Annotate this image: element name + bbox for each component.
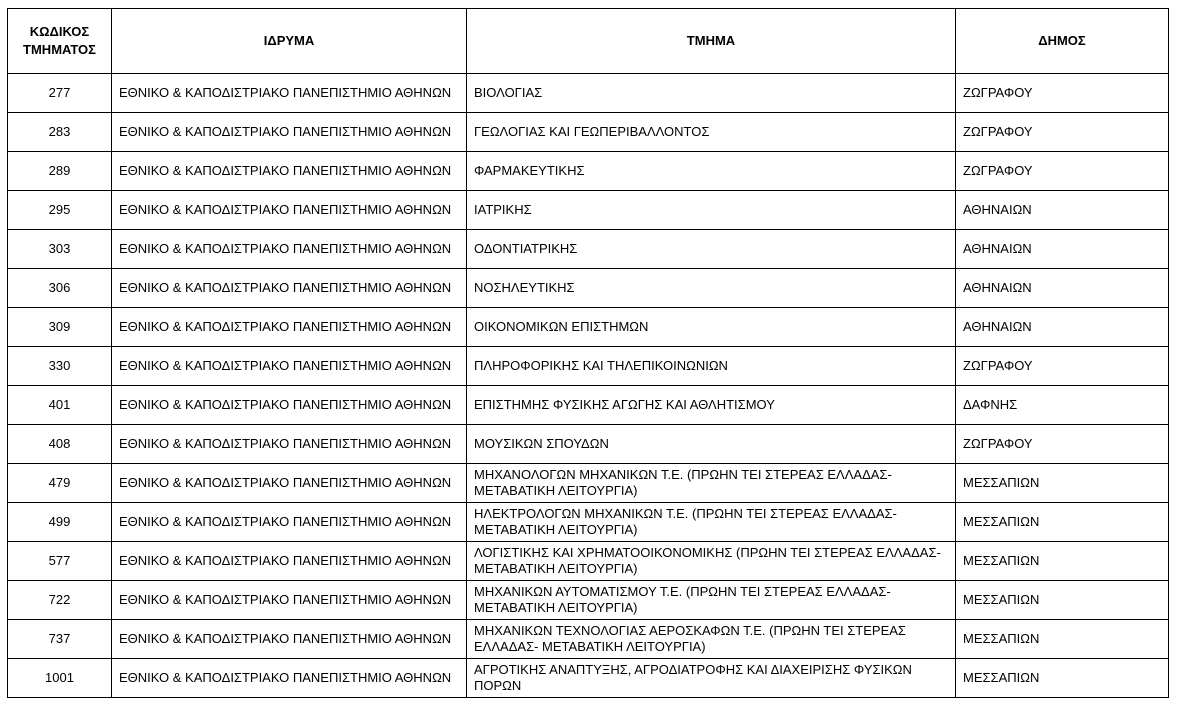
table-body bbox=[8, 74, 1169, 698]
row-municipality: ΜΕΣΣΑΠΙΩΝ bbox=[956, 503, 1169, 542]
row-code: 303 bbox=[8, 230, 112, 269]
row-code: 1001 bbox=[8, 659, 112, 698]
row-institution: ΕΘΝΙΚΟ & ΚΑΠΟΔΙΣΤΡΙΑΚΟ ΠΑΝΕΠΙΣΤΗΜΙΟ ΑΘΗΝΩΝ bbox=[112, 347, 467, 386]
header-code bbox=[8, 9, 112, 74]
row-municipality: ΔΑΦΝΗΣ bbox=[956, 386, 1169, 425]
row-municipality: ΖΩΓΡΑΦΟΥ bbox=[956, 347, 1169, 386]
header-institution: ΙΔΡΥΜΑ bbox=[112, 9, 467, 74]
row-institution: ΕΘΝΙΚΟ & ΚΑΠΟΔΙΣΤΡΙΑΚΟ ΠΑΝΕΠΙΣΤΗΜΙΟ ΑΘΗΝΩΝ bbox=[112, 152, 467, 191]
header-municipality: ΔΗΜΟΣ bbox=[956, 9, 1169, 74]
row-department: ΗΛΕΚΤΡΟΛΟΓΩΝ ΜΗΧΑΝΙΚΩΝ Τ.Ε. (ΠΡΩΗΝ ΤΕΙ ΣΤΕΡΕΑΣ ΕΛΛΑΔΑΣ- ΜΕΤΑΒΑΤΙΚΗ ΛΕΙΤΟΥΡΓΙΑ) bbox=[467, 503, 956, 542]
row-municipality: ΑΘΗΝΑΙΩΝ bbox=[956, 230, 1169, 269]
row-code: 295 bbox=[8, 191, 112, 230]
row-code: 401 bbox=[8, 386, 112, 425]
table-row bbox=[8, 464, 1169, 503]
row-municipality: ΜΕΣΣΑΠΙΩΝ bbox=[956, 620, 1169, 659]
row-institution: ΕΘΝΙΚΟ & ΚΑΠΟΔΙΣΤΡΙΑΚΟ ΠΑΝΕΠΙΣΤΗΜΙΟ ΑΘΗΝΩΝ bbox=[112, 542, 467, 581]
row-department: ΟΙΚΟΝΟΜΙΚΩΝ ΕΠΙΣΤΗΜΩΝ bbox=[467, 308, 956, 347]
row-municipality: ΖΩΓΡΑΦΟΥ bbox=[956, 74, 1169, 113]
row-department: ΑΓΡΟΤΙΚΗΣ ΑΝΑΠΤΥΞΗΣ, ΑΓΡΟΔΙΑΤΡΟΦΗΣ ΚΑΙ ΔΙΑΧΕΙΡΙΣΗΣ ΦΥΣΙΚΩΝ ΠΟΡΩΝ bbox=[467, 659, 956, 698]
row-municipality: ΑΘΗΝΑΙΩΝ bbox=[956, 269, 1169, 308]
row-municipality: ΜΕΣΣΑΠΙΩΝ bbox=[956, 581, 1169, 620]
row-department: ΦΑΡΜΑΚΕΥΤΙΚΗΣ bbox=[467, 152, 956, 191]
row-municipality: ΖΩΓΡΑΦΟΥ bbox=[956, 425, 1169, 464]
row-code: 309 bbox=[8, 308, 112, 347]
table-row bbox=[8, 542, 1169, 581]
row-code: 408 bbox=[8, 425, 112, 464]
table-row bbox=[8, 659, 1169, 698]
row-municipality: ΜΕΣΣΑΠΙΩΝ bbox=[956, 464, 1169, 503]
row-municipality: ΑΘΗΝΑΙΩΝ bbox=[956, 308, 1169, 347]
row-department: ΟΔΟΝΤΙΑΤΡΙΚΗΣ bbox=[467, 230, 956, 269]
table-row bbox=[8, 620, 1169, 659]
table-row bbox=[8, 503, 1169, 542]
table-row bbox=[8, 113, 1169, 152]
row-code: 283 bbox=[8, 113, 112, 152]
row-department: ΕΠΙΣΤΗΜΗΣ ΦΥΣΙΚΗΣ ΑΓΩΓΗΣ ΚΑΙ ΑΘΛΗΤΙΣΜΟΥ bbox=[467, 386, 956, 425]
row-code: 499 bbox=[8, 503, 112, 542]
header-department: ΤΜΗΜΑ bbox=[467, 9, 956, 74]
row-institution: ΕΘΝΙΚΟ & ΚΑΠΟΔΙΣΤΡΙΑΚΟ ΠΑΝΕΠΙΣΤΗΜΙΟ ΑΘΗΝΩΝ bbox=[112, 74, 467, 113]
row-department: ΝΟΣΗΛΕΥΤΙΚΗΣ bbox=[467, 269, 956, 308]
table-row bbox=[8, 152, 1169, 191]
row-institution: ΕΘΝΙΚΟ & ΚΑΠΟΔΙΣΤΡΙΑΚΟ ΠΑΝΕΠΙΣΤΗΜΙΟ ΑΘΗΝΩΝ bbox=[112, 386, 467, 425]
row-institution: ΕΘΝΙΚΟ & ΚΑΠΟΔΙΣΤΡΙΑΚΟ ΠΑΝΕΠΙΣΤΗΜΙΟ ΑΘΗΝΩΝ bbox=[112, 464, 467, 503]
table-row bbox=[8, 581, 1169, 620]
row-department: ΜΟΥΣΙΚΩΝ ΣΠΟΥΔΩΝ bbox=[467, 425, 956, 464]
row-institution: ΕΘΝΙΚΟ & ΚΑΠΟΔΙΣΤΡΙΑΚΟ ΠΑΝΕΠΙΣΤΗΜΙΟ ΑΘΗΝΩΝ bbox=[112, 620, 467, 659]
row-department: ΓΕΩΛΟΓΙΑΣ ΚΑΙ ΓΕΩΠΕΡΙΒΑΛΛΟΝΤΟΣ bbox=[467, 113, 956, 152]
row-institution: ΕΘΝΙΚΟ & ΚΑΠΟΔΙΣΤΡΙΑΚΟ ΠΑΝΕΠΙΣΤΗΜΙΟ ΑΘΗΝΩΝ bbox=[112, 425, 467, 464]
row-department: ΜΗΧΑΝΙΚΩΝ ΑΥΤΟΜΑΤΙΣΜΟΥ Τ.Ε. (ΠΡΩΗΝ ΤΕΙ ΣΤΕΡΕΑΣ ΕΛΛΑΔΑΣ- ΜΕΤΑΒΑΤΙΚΗ ΛΕΙΤΟΥΡΓΙΑ) bbox=[467, 581, 956, 620]
table-row bbox=[8, 425, 1169, 464]
table-row bbox=[8, 347, 1169, 386]
row-institution: ΕΘΝΙΚΟ & ΚΑΠΟΔΙΣΤΡΙΑΚΟ ΠΑΝΕΠΙΣΤΗΜΙΟ ΑΘΗΝΩΝ bbox=[112, 230, 467, 269]
row-institution: ΕΘΝΙΚΟ & ΚΑΠΟΔΙΣΤΡΙΑΚΟ ΠΑΝΕΠΙΣΤΗΜΙΟ ΑΘΗΝΩΝ bbox=[112, 581, 467, 620]
row-institution: ΕΘΝΙΚΟ & ΚΑΠΟΔΙΣΤΡΙΑΚΟ ΠΑΝΕΠΙΣΤΗΜΙΟ ΑΘΗΝΩΝ bbox=[112, 113, 467, 152]
table-row bbox=[8, 230, 1169, 269]
row-institution: ΕΘΝΙΚΟ & ΚΑΠΟΔΙΣΤΡΙΑΚΟ ΠΑΝΕΠΙΣΤΗΜΙΟ ΑΘΗΝΩΝ bbox=[112, 503, 467, 542]
row-municipality: ΜΕΣΣΑΠΙΩΝ bbox=[956, 659, 1169, 698]
row-code: 577 bbox=[8, 542, 112, 581]
table-row bbox=[8, 74, 1169, 113]
row-department: ΒΙΟΛΟΓΙΑΣ bbox=[467, 74, 956, 113]
row-code: 737 bbox=[8, 620, 112, 659]
row-municipality: ΖΩΓΡΑΦΟΥ bbox=[956, 113, 1169, 152]
row-code: 289 bbox=[8, 152, 112, 191]
row-department: ΛΟΓΙΣΤΙΚΗΣ ΚΑΙ ΧΡΗΜΑΤΟΟΙΚΟΝΟΜΙΚΗΣ (ΠΡΩΗΝ ΤΕΙ ΣΤΕΡΕΑΣ ΕΛΛΑΔΑΣ- ΜΕΤΑΒΑΤΙΚΗ ΛΕΙΤΟΥΡΓΙΑ) bbox=[467, 542, 956, 581]
header-code-line1: ΚΩΔΙΚΟΣ bbox=[29, 24, 90, 39]
table-row bbox=[8, 308, 1169, 347]
row-department: ΜΗΧΑΝΙΚΩΝ ΤΕΧΝΟΛΟΓΙΑΣ ΑΕΡΟΣΚΑΦΩΝ Τ.Ε. (ΠΡΩΗΝ ΤΕΙ ΣΤΕΡΕΑΣ ΕΛΛΑΔΑΣ- ΜΕΤΑΒΑΤΙΚΗ ΛΕΙΤΟΥΡΓΙΑ) bbox=[467, 620, 956, 659]
row-code: 277 bbox=[8, 74, 112, 113]
table-row bbox=[8, 269, 1169, 308]
row-municipality: ΜΕΣΣΑΠΙΩΝ bbox=[956, 542, 1169, 581]
table-row bbox=[8, 386, 1169, 425]
row-code: 330 bbox=[8, 347, 112, 386]
table-row bbox=[8, 191, 1169, 230]
header-code-line2: ΤΜΗΜΑΤΟΣ bbox=[23, 42, 96, 57]
row-institution: ΕΘΝΙΚΟ & ΚΑΠΟΔΙΣΤΡΙΑΚΟ ΠΑΝΕΠΙΣΤΗΜΙΟ ΑΘΗΝΩΝ bbox=[112, 191, 467, 230]
departments-table bbox=[7, 8, 1169, 698]
row-municipality: ΑΘΗΝΑΙΩΝ bbox=[956, 191, 1169, 230]
row-institution: ΕΘΝΙΚΟ & ΚΑΠΟΔΙΣΤΡΙΑΚΟ ΠΑΝΕΠΙΣΤΗΜΙΟ ΑΘΗΝΩΝ bbox=[112, 308, 467, 347]
row-institution: ΕΘΝΙΚΟ & ΚΑΠΟΔΙΣΤΡΙΑΚΟ ΠΑΝΕΠΙΣΤΗΜΙΟ ΑΘΗΝΩΝ bbox=[112, 269, 467, 308]
row-department: ΜΗΧΑΝΟΛΟΓΩΝ ΜΗΧΑΝΙΚΩΝ Τ.Ε. (ΠΡΩΗΝ ΤΕΙ ΣΤΕΡΕΑΣ ΕΛΛΑΔΑΣ- ΜΕΤΑΒΑΤΙΚΗ ΛΕΙΤΟΥΡΓΙΑ) bbox=[467, 464, 956, 503]
row-municipality: ΖΩΓΡΑΦΟΥ bbox=[956, 152, 1169, 191]
row-code: 479 bbox=[8, 464, 112, 503]
table-header-row bbox=[8, 9, 1169, 74]
row-institution: ΕΘΝΙΚΟ & ΚΑΠΟΔΙΣΤΡΙΑΚΟ ΠΑΝΕΠΙΣΤΗΜΙΟ ΑΘΗΝΩΝ bbox=[112, 659, 467, 698]
row-code: 722 bbox=[8, 581, 112, 620]
row-department: ΙΑΤΡΙΚΗΣ bbox=[467, 191, 956, 230]
row-code: 306 bbox=[8, 269, 112, 308]
row-department: ΠΛΗΡΟΦΟΡΙΚΗΣ ΚΑΙ ΤΗΛΕΠΙΚΟΙΝΩΝΙΩΝ bbox=[467, 347, 956, 386]
